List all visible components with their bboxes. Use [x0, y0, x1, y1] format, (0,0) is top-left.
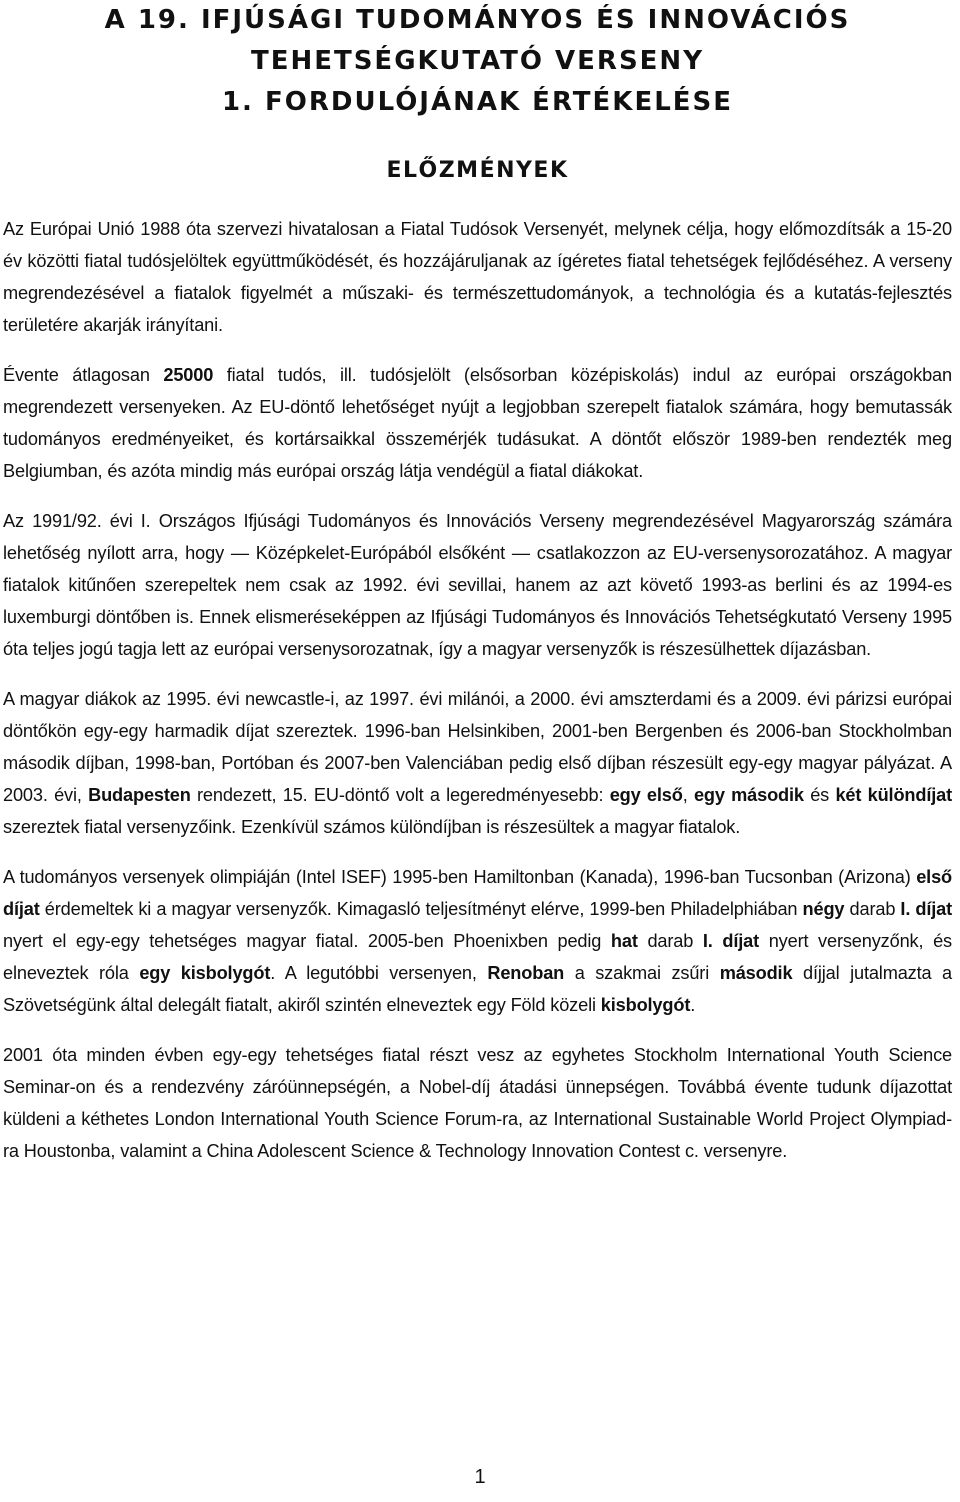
- paragraph-6: 2001 óta minden évben egy-egy tehetséges fiatal részt vesz az egyhetes Stockholm International Youth Science Seminar-on és a rendezvény záróünnepségén, a Nobel-díj átadási ünnepségen. Továbbá évente tudunk díjazottat küldeni a kéthetes London International Youth Science Forum-ra, az International Sustainable World Project Olympiad-ra Houstonba, valamint a China Adolescent Science & Technology Innovation Contest c. versenyre.: [3, 1045, 952, 1161]
- paragraph-2: [3, 359, 952, 487]
- p4-text-c: rendezett, 15. EU-döntő volt a legeredményesebb:: [190, 785, 610, 805]
- body-text: [3, 213, 952, 1167]
- p2-text-a: Évente átlagosan: [3, 365, 164, 385]
- p2-highlight-25000: 25000: [163, 365, 214, 385]
- p5-highlight-prize-1: I. díjat: [900, 899, 952, 919]
- p5-highlight-prize-2: I. díjat: [702, 931, 760, 951]
- paragraph-4: [3, 683, 952, 843]
- p5-text-c: érdemeltek ki a magyar versenyzők. Kimagasló teljesítményt elérve, 1999-ben Philadelphiában: [39, 899, 803, 919]
- p5-text-g: nyert el egy-egy tehetséges magyar fiatal. 2005-ben Phoenixben pedig: [3, 931, 611, 951]
- p4-text-a: A magyar diákok az 1995. évi newcastle-i, az 1997. évi milánói, a 2000. évi amszterdami és a 2009. évi párizsi európai döntőkön egy-egy harmadik díjat szereztek. 1996-ban Helsinkiben, 2001-ben Bergenben és 2006-ban Stockholmban második díjban, 1998-ban, Portóban és 2007-ben Valenciában pedig első díjban részesült egy-egy magyar pályázat. A 2003. évi,: [3, 689, 952, 805]
- p5-text-s: .: [690, 995, 696, 1015]
- p5-text-m: . A legutóbbi versenyen,: [270, 963, 488, 983]
- p5-highlight-second: második: [719, 963, 793, 983]
- p5-highlight-six: hat: [610, 931, 638, 951]
- p4-text-e: ,: [682, 785, 694, 805]
- p4-highlight-budapest: Budapesten: [88, 785, 191, 805]
- paragraph-3: Az 1991/92. évi I. Országos Ifjúsági Tudományos és Innovációs Verseny megrendezésével Magyarország számára lehetőség nyílott arra, hogy — Középkelet-Európából elsőként — csatlakozzon az EU-versenysorozatához. A magyar fiatalok kitűnően szerepeltek nem csak az 1992. évi sevillai, hanem az azt követő 1993-as berlini és az 1994-es luxemburgi döntőben is. Ennek elismeréseképpen az Ifjúsági Tudományos és Innovációs Tehetségkutató Verseny 1995 óta teljes jogú tagja lett az európai versenysorozatnak, így a magyar versenyzők is részesülhettek díjazásban.: [3, 511, 952, 659]
- document-title: [3, 0, 952, 123]
- p4-highlight-second: egy második: [693, 785, 804, 805]
- p5-highlight-first-prize: első díjat: [3, 867, 952, 919]
- p4-highlight-first: egy első: [609, 785, 683, 805]
- p4-text-g: és: [803, 785, 836, 805]
- p5-text-q: díjjal jutalmazta a Szövetségünk által delegált fiatalt, akiről szintén elneveztek egy Föld közeli: [3, 963, 953, 1015]
- p5-highlight-asteroid-2: kisbolygót: [600, 995, 691, 1015]
- p5-text-e: darab: [844, 899, 901, 919]
- title-line-3: 1. FORDULÓJÁNAK ÉRTÉKELÉSE: [221, 87, 734, 117]
- title-line-2: TEHETSÉGKUTATÓ VERSENY: [250, 46, 705, 76]
- paragraph-1: Az Európai Unió 1988 óta szervezi hivatalosan a Fiatal Tudósok Versenyét, melynek célja, hogy előmozdítsák a 15-20 év közötti fiatal tudósjelöltek együttműködését, és hozzájáruljanak az ígéretes fiatal tehetségek fejlődéséhez. A verseny megrendezésével a fiatalok figyelmét a műszaki- és természettudományok, a technológia és a kutatás-fejlesztés területére akarják irányítani.: [3, 219, 952, 335]
- p5-highlight-asteroid: egy kisbolygót: [139, 963, 271, 983]
- title-line-1: A 19. IFJÚSÁGI TUDOMÁNYOS ÉS INNOVÁCIÓS: [104, 5, 851, 35]
- p5-highlight-four: négy: [802, 899, 845, 919]
- p5-text-k: nyert versenyzőnk, és elneveztek róla: [3, 931, 952, 983]
- p4-text-i: szereztek fiatal versenyzőink. Ezenkívül számos különdíjban is részesültek a magyar fiatalok.: [3, 817, 741, 837]
- p5-highlight-reno: Renoban: [487, 963, 565, 983]
- p5-text-o: a szakmai zsűri: [564, 963, 720, 983]
- paragraph-5: [3, 861, 952, 1021]
- p2-text-c: fiatal tudós, ill. tudósjelölt (elsősorban középiskolás) indul az európai országokban megrendezett versenyeken. Az EU-döntő lehetőséget nyújt a legjobban szerepelt fiatalok számára, hogy bemutassák tudományos eredményeiket, és kortársaikkal összemérjék tudásukat. A döntőt először 1989-ben rendezték meg Belgiumban, és azóta mindig más európai ország látja vendégül a fiatal diákokat.: [3, 365, 952, 481]
- section-heading: ELŐZMÉNYEK: [386, 158, 569, 183]
- p5-text-a: A tudományos versenyek olimpiáján (Intel ISEF) 1995-ben Hamiltonban (Kanada), 1996-ban Tucsonban (Arizona): [3, 867, 917, 887]
- p4-highlight-special: két különdíjat: [835, 785, 952, 805]
- p5-text-i: darab: [637, 931, 703, 951]
- page-number: 1: [474, 1466, 486, 1488]
